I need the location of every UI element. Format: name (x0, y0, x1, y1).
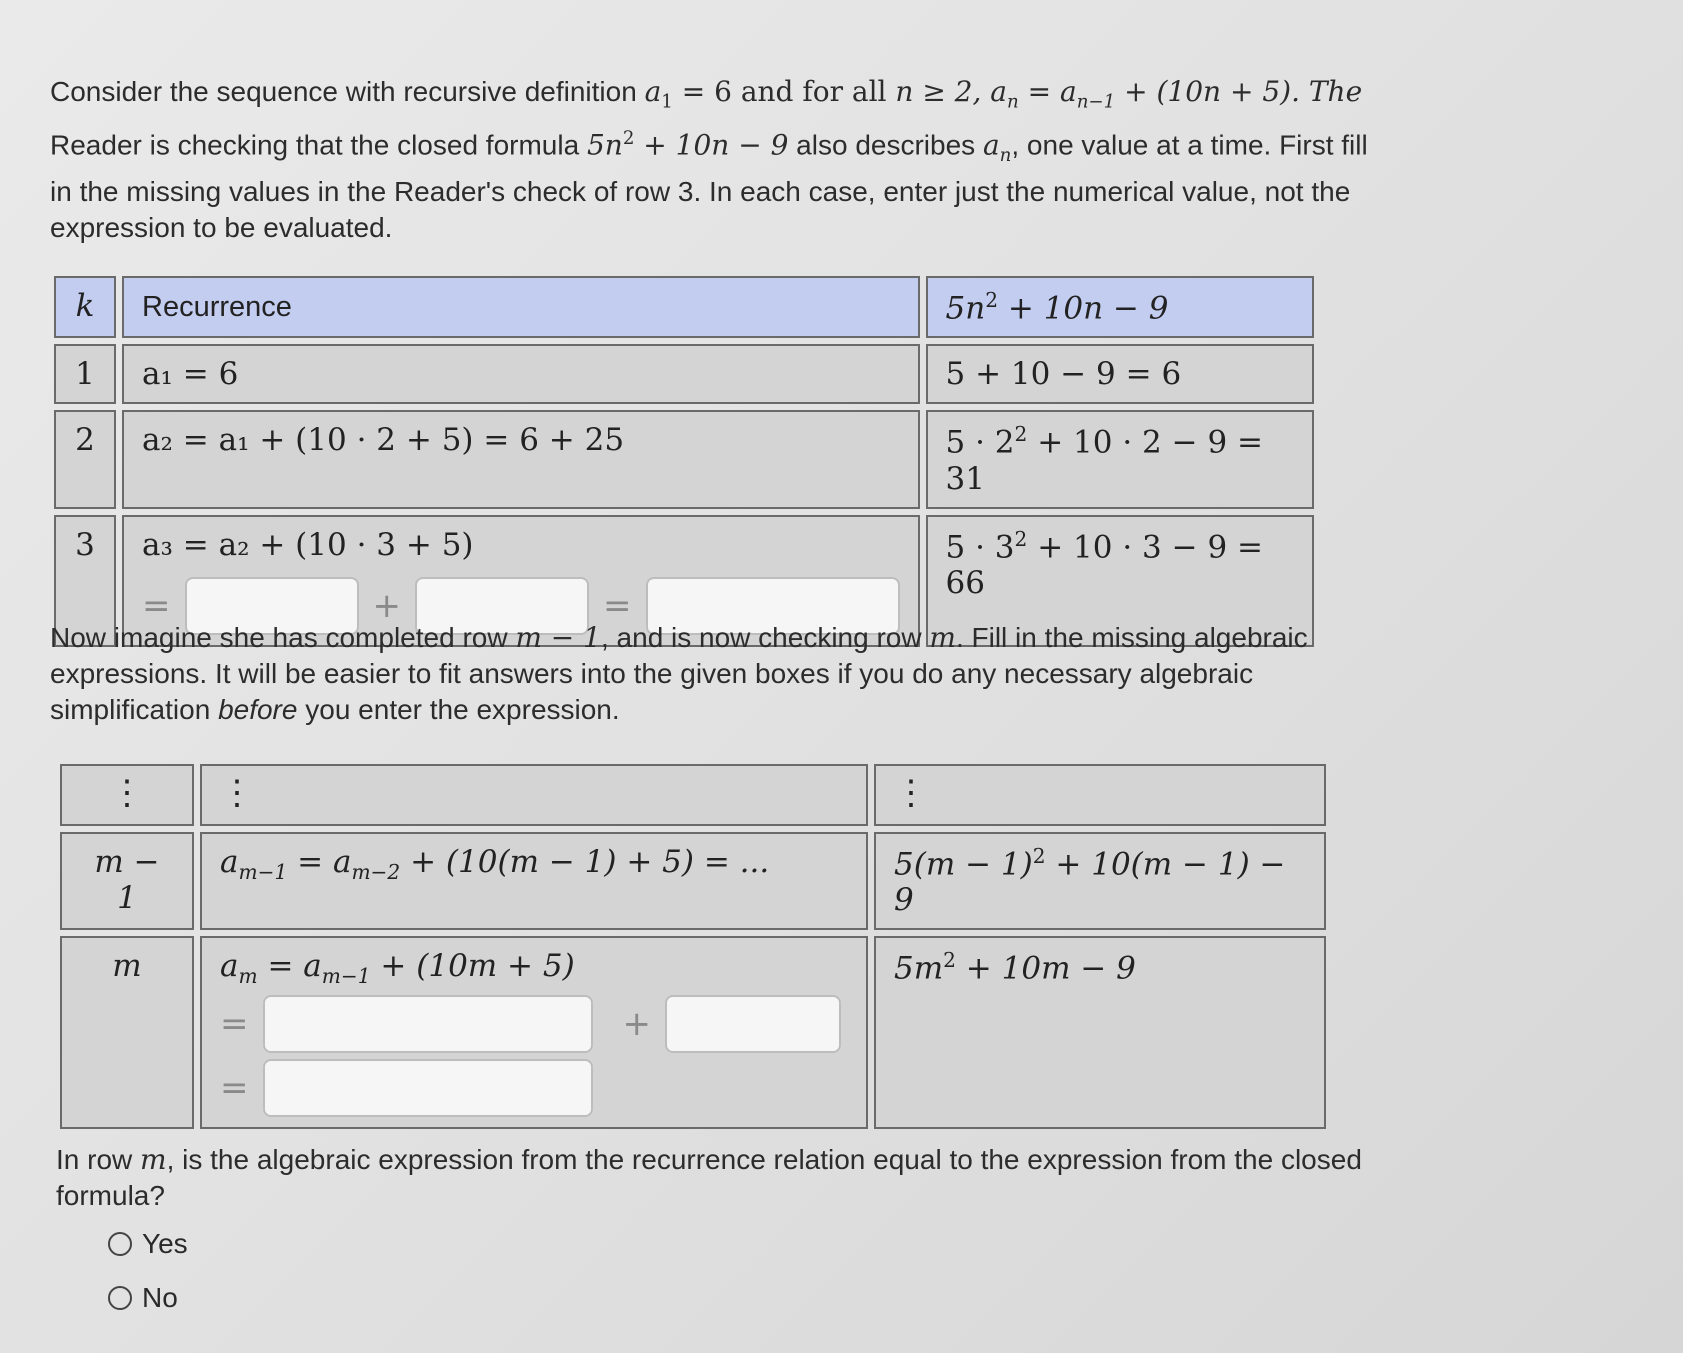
row-3-closed: $5 \cdot 3^2 + 10 \cdot 3 - 9 = 66$ (926, 515, 1314, 647)
vdots-k: ⋮ (60, 764, 194, 826)
question-line-1: In row m, is the algebraic expression from the recurrence relation equal to the expression from the closed (56, 1143, 1362, 1176)
vdots-closed: ⋮ (874, 764, 1326, 826)
row-1-recurrence: a₁ = 6 (122, 344, 920, 404)
row-2-k: 2 (54, 410, 116, 508)
row-1-closed: 5 + 10 − 9 = 6 (926, 344, 1314, 404)
row-m-simplified-input[interactable] (263, 1059, 593, 1117)
row-m-previous-term-input[interactable] (263, 995, 593, 1053)
para2-line-2: expressions. It will be easier to fit answers into the given boxes if you do any necessary algebraic (50, 658, 1254, 689)
intro-line-3: in the missing values in the Reader's check of row 3. In each case, enter just the numerical value, not the (50, 175, 1351, 207)
header-recurrence: Recurrence (122, 276, 920, 338)
row-m-answer-line-2: = (220, 1059, 848, 1117)
row-3-k: 3 (54, 515, 116, 647)
table-row (54, 410, 1314, 508)
table-header-row (54, 276, 1314, 338)
header-k: k (54, 276, 116, 338)
question-line-2: formula? (56, 1180, 165, 1211)
row-m-minus-1-k: m − 1 (60, 832, 194, 930)
option-yes[interactable]: Yes (108, 1228, 188, 1260)
row-m-increment-input[interactable] (665, 995, 841, 1053)
row-check-table (48, 270, 1320, 653)
intro-line-4: expression to be evaluated. (50, 211, 393, 243)
option-no[interactable]: No (108, 1282, 178, 1314)
row-m-answer-line-1: = + (220, 995, 848, 1053)
table-row (60, 936, 1326, 1128)
row-m-table (54, 758, 1332, 1135)
table-row (60, 832, 1326, 930)
row-3-answer-line: = + = (142, 577, 900, 635)
row-m-minus-1-recurrence: $a_{m-1} = a_{m-2} + (10(m - 1) + 5)$ = ... (200, 832, 868, 930)
para2-line-3: simplification before you enter the expression. (50, 694, 620, 725)
radio-circle-icon[interactable] (108, 1232, 132, 1256)
table-row (54, 344, 1314, 404)
intro-paragraph (50, 74, 1470, 246)
row-3-recurrence: a₃ = a₂ + (10 · 3 + 5) = + = (122, 515, 920, 647)
row-m-minus-1-closed: $5(m - 1)^2 + 10(m - 1) - 9$ (874, 832, 1326, 930)
row-m-paragraph (50, 620, 1470, 728)
row-m-k: m (60, 936, 194, 1128)
table-row (60, 764, 1326, 826)
para2-line-1: Now imagine she has completed row m − 1, and is now checking row m. Fill in the missing algebraic (50, 621, 1308, 654)
row-2-closed: $5 \cdot 2^2 + 10 \cdot 2 - 9 = 31$ (926, 410, 1314, 508)
header-closed-formula: $5n^2 + 10n - 9$ (926, 276, 1314, 338)
radio-circle-icon[interactable] (108, 1286, 132, 1310)
row-2-recurrence: a₂ = a₁ + (10 · 2 + 5) = 6 + 25 (122, 410, 920, 508)
intro-line-1: Consider the sequence with recursive definition $a_1 = 6$ and for all n ≥ 2, $a_n = a_{n-1} + (10n + 5)$. The (50, 75, 1363, 113)
equality-question (56, 1142, 1476, 1214)
row-m-recurrence: $a_m = a_{m-1} + (10m + 5)$ = + = (200, 936, 868, 1128)
row-1-k: 1 (54, 344, 116, 404)
row-m-closed: $5m^2 + 10m - 9$ (874, 936, 1326, 1128)
intro-line-2: Reader is checking that the closed formula $5n^2 + 10n - 9$ also describes $a_n$, one value at a time. First fill (50, 127, 1368, 166)
vdots-recurrence: ⋮ (200, 764, 868, 826)
